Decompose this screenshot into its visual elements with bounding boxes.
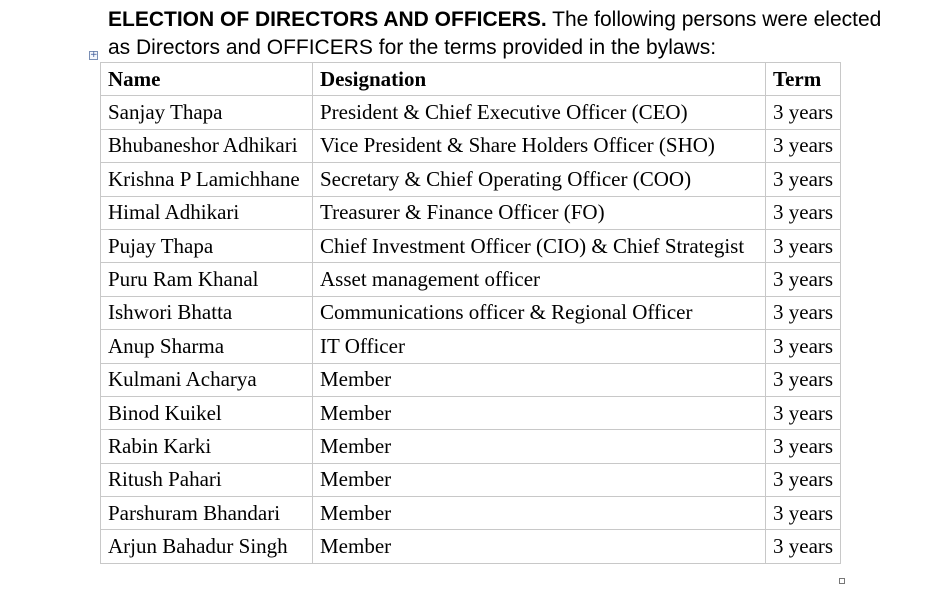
cell-name: Krishna P Lamichhane (101, 163, 313, 196)
table-resize-handle-icon[interactable] (839, 578, 845, 584)
cell-name: Parshuram Bhandari (101, 497, 313, 530)
cell-name: Anup Sharma (101, 330, 313, 363)
cell-term: 3 years (766, 96, 841, 129)
cell-term: 3 years (766, 396, 841, 429)
table-row (101, 263, 841, 296)
cell-designation: Communications officer & Regional Officer (313, 296, 766, 329)
cell-name: Himal Adhikari (101, 196, 313, 229)
cell-designation: Member (313, 363, 766, 396)
table-row (101, 396, 841, 429)
cell-term: 3 years (766, 530, 841, 563)
section-heading-bold: ELECTION OF DIRECTORS AND OFFICERS. (108, 8, 547, 31)
cell-term: 3 years (766, 229, 841, 262)
cell-name: Binod Kuikel (101, 396, 313, 429)
cell-designation: Secretary & Chief Operating Officer (COO) (313, 163, 766, 196)
cell-term: 3 years (766, 263, 841, 296)
header-term: Term (766, 63, 841, 96)
cell-term: 3 years (766, 163, 841, 196)
table-row (101, 129, 841, 162)
table-row (101, 296, 841, 329)
table-row (101, 196, 841, 229)
cell-designation: Member (313, 497, 766, 530)
header-designation: Designation (313, 63, 766, 96)
cell-name: Ishwori Bhatta (101, 296, 313, 329)
cell-term: 3 years (766, 330, 841, 363)
cell-term: 3 years (766, 129, 841, 162)
section-heading (108, 6, 908, 62)
cell-designation: President & Chief Executive Officer (CEO) (313, 96, 766, 129)
table-row (101, 330, 841, 363)
cell-term: 3 years (766, 196, 841, 229)
cell-designation: Member (313, 463, 766, 496)
table-move-handle-icon[interactable]: + (90, 50, 98, 60)
section-heading-text: The following persons were elected as Directors and OFFICERS for the terms provided in the bylaws: (108, 8, 882, 59)
cell-term: 3 years (766, 463, 841, 496)
header-name: Name (101, 63, 313, 96)
cell-designation: Asset management officer (313, 263, 766, 296)
cell-term: 3 years (766, 296, 841, 329)
cell-designation: Member (313, 430, 766, 463)
cell-name: Puru Ram Khanal (101, 263, 313, 296)
table-header-row (101, 63, 841, 96)
table-row (101, 430, 841, 463)
cell-name: Ritush Pahari (101, 463, 313, 496)
cell-name: Bhubaneshor Adhikari (101, 129, 313, 162)
table-row (101, 363, 841, 396)
cell-designation: Vice President & Share Holders Officer (SHO) (313, 129, 766, 162)
cell-term: 3 years (766, 430, 841, 463)
cell-designation: Chief Investment Officer (CIO) & Chief Strategist (313, 229, 766, 262)
cell-name: Kulmani Acharya (101, 363, 313, 396)
cell-name: Arjun Bahadur Singh (101, 530, 313, 563)
table-row (101, 530, 841, 563)
cell-designation: Treasurer & Finance Officer (FO) (313, 196, 766, 229)
table-row (101, 96, 841, 129)
cell-designation: Member (313, 396, 766, 429)
cell-designation: Member (313, 530, 766, 563)
cell-term: 3 years (766, 363, 841, 396)
officers-table (100, 62, 841, 564)
table-row (101, 163, 841, 196)
table-row (101, 229, 841, 262)
table-row (101, 463, 841, 496)
cell-name: Pujay Thapa (101, 229, 313, 262)
cell-designation: IT Officer (313, 330, 766, 363)
table-row (101, 497, 841, 530)
cell-name: Rabin Karki (101, 430, 313, 463)
cell-term: 3 years (766, 497, 841, 530)
cell-name: Sanjay Thapa (101, 96, 313, 129)
